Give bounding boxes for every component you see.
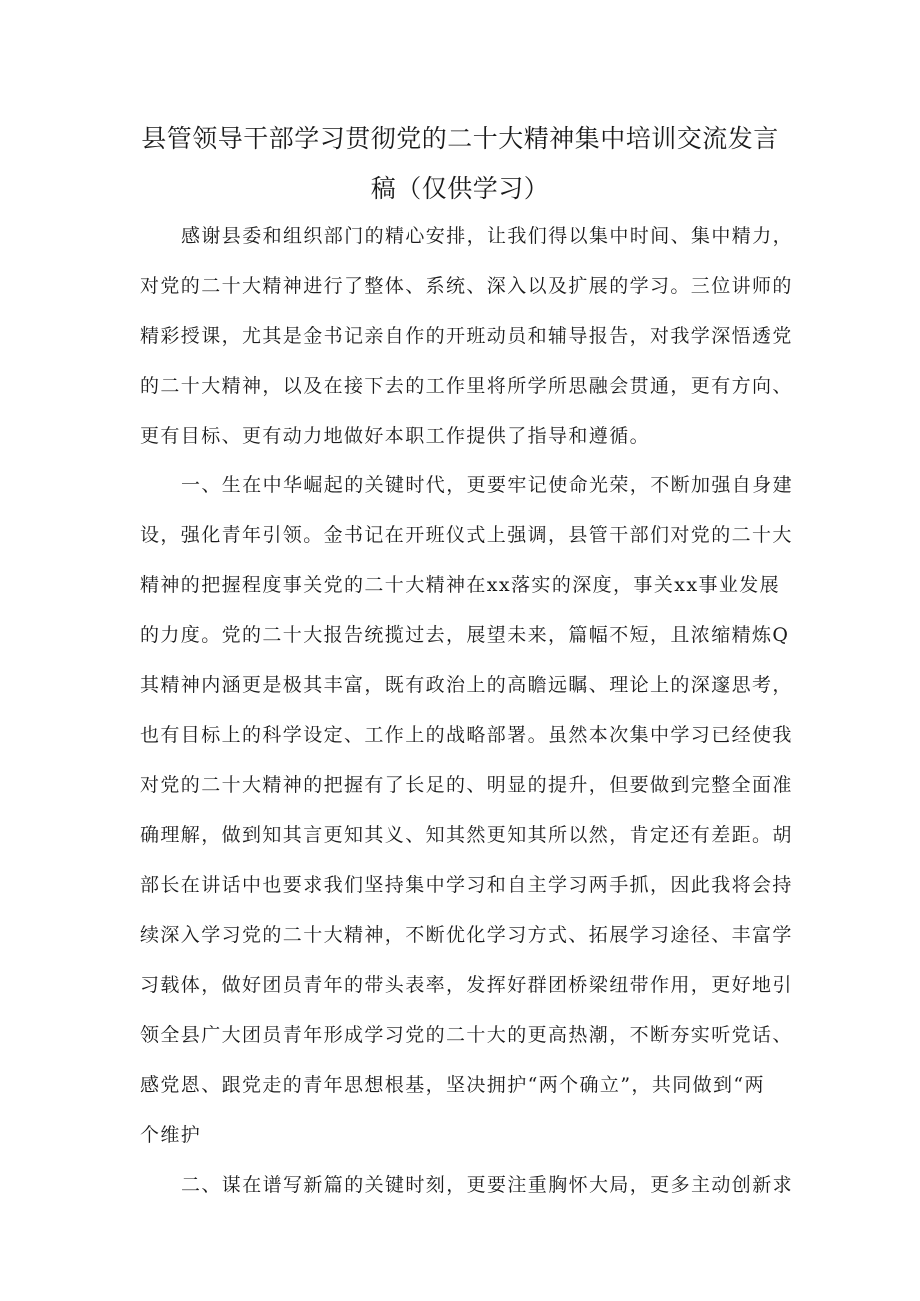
paragraph-2-line-1: 一、生在中华崛起的关键时代，更要牢记使命光荣，不断加强自身建: [181, 474, 794, 496]
document-title-line-1: 县管领导干部学习贯彻党的二十大精神集中培训交流发言: [141, 124, 779, 153]
paragraph-2-line-4: 的力度。党的二十大报告统揽过去，展望未来，篇幅不短，且浓缩精炼Q: [140, 624, 790, 646]
paragraph-2-line-7: 对党的二十大精神的把握有了长足的、明显的提升，但要做到完整全面准: [140, 774, 793, 796]
paragraph-2-line-6: 也有目标上的科学设定、工作上的战略部署。虽然本次集中学习已经使我: [140, 724, 793, 746]
paragraph-1-line-1: 感谢县委和组织部门的精心安排，让我们得以集中时间、集中精力，: [181, 225, 794, 247]
paragraph-3-line-1: 二、谋在谱写新篇的关键时刻，更要注重胸怀大局，更多主动创新求: [181, 1174, 794, 1196]
paragraph-1-line-3: 精彩授课，尤其是金书记亲自作的开班动员和辅导报告，对我学深悟透党: [140, 325, 793, 347]
paragraph-2-line-3: 精神的把握程度事关党的二十大精神在xx落实的深度，事关xx事业发展: [140, 574, 781, 596]
paragraph-2-line-5: 其精神内涵更是极其丰富，既有政治上的高瞻远瞩、理论上的深邃思考，: [140, 674, 793, 696]
paragraph-2-line-14: 个维护: [140, 1124, 202, 1146]
paragraph-2-line-13: 感党恩、跟党走的青年思想根基，坚决拥护“两个确立”，共同做到“两: [140, 1074, 765, 1096]
paragraph-1-line-2: 对党的二十大精神进行了整体、系统、深入以及扩展的学习。三位讲师的: [140, 275, 793, 297]
paragraph-2-line-12: 领全县广大团员青年形成学习党的二十大的更高热潮，不断夯实听党话、: [140, 1024, 793, 1046]
paragraph-1-line-5: 更有目标、更有动力地做好本职工作提供了指导和遵循。: [140, 425, 651, 447]
paragraph-2-line-2: 设，强化青年引领。金书记在开班仪式上强调，县管干部们对党的二十大: [140, 524, 793, 546]
paragraph-2-line-11: 习载体，做好团员青年的带头表率，发挥好群团桥梁纽带作用，更好地引: [140, 974, 793, 996]
paragraph-2-line-9: 部长在讲话中也要求我们坚持集中学习和自主学习两手抓，因此我将会持: [140, 874, 793, 896]
paragraph-1-line-4: 的二十大精神，以及在接下去的工作里将所学所思融会贯通，更有方向、: [140, 375, 793, 397]
paragraph-2-line-8: 确理解，做到知其言更知其义、知其然更知其所以然，肯定还有差距。胡: [140, 824, 793, 846]
paragraph-2-line-10: 续深入学习党的二十大精神，不断优化学习方式、拓展学习途径、丰富学: [140, 924, 793, 946]
document-title-line-2: 稿（仅供学习）: [370, 174, 550, 203]
